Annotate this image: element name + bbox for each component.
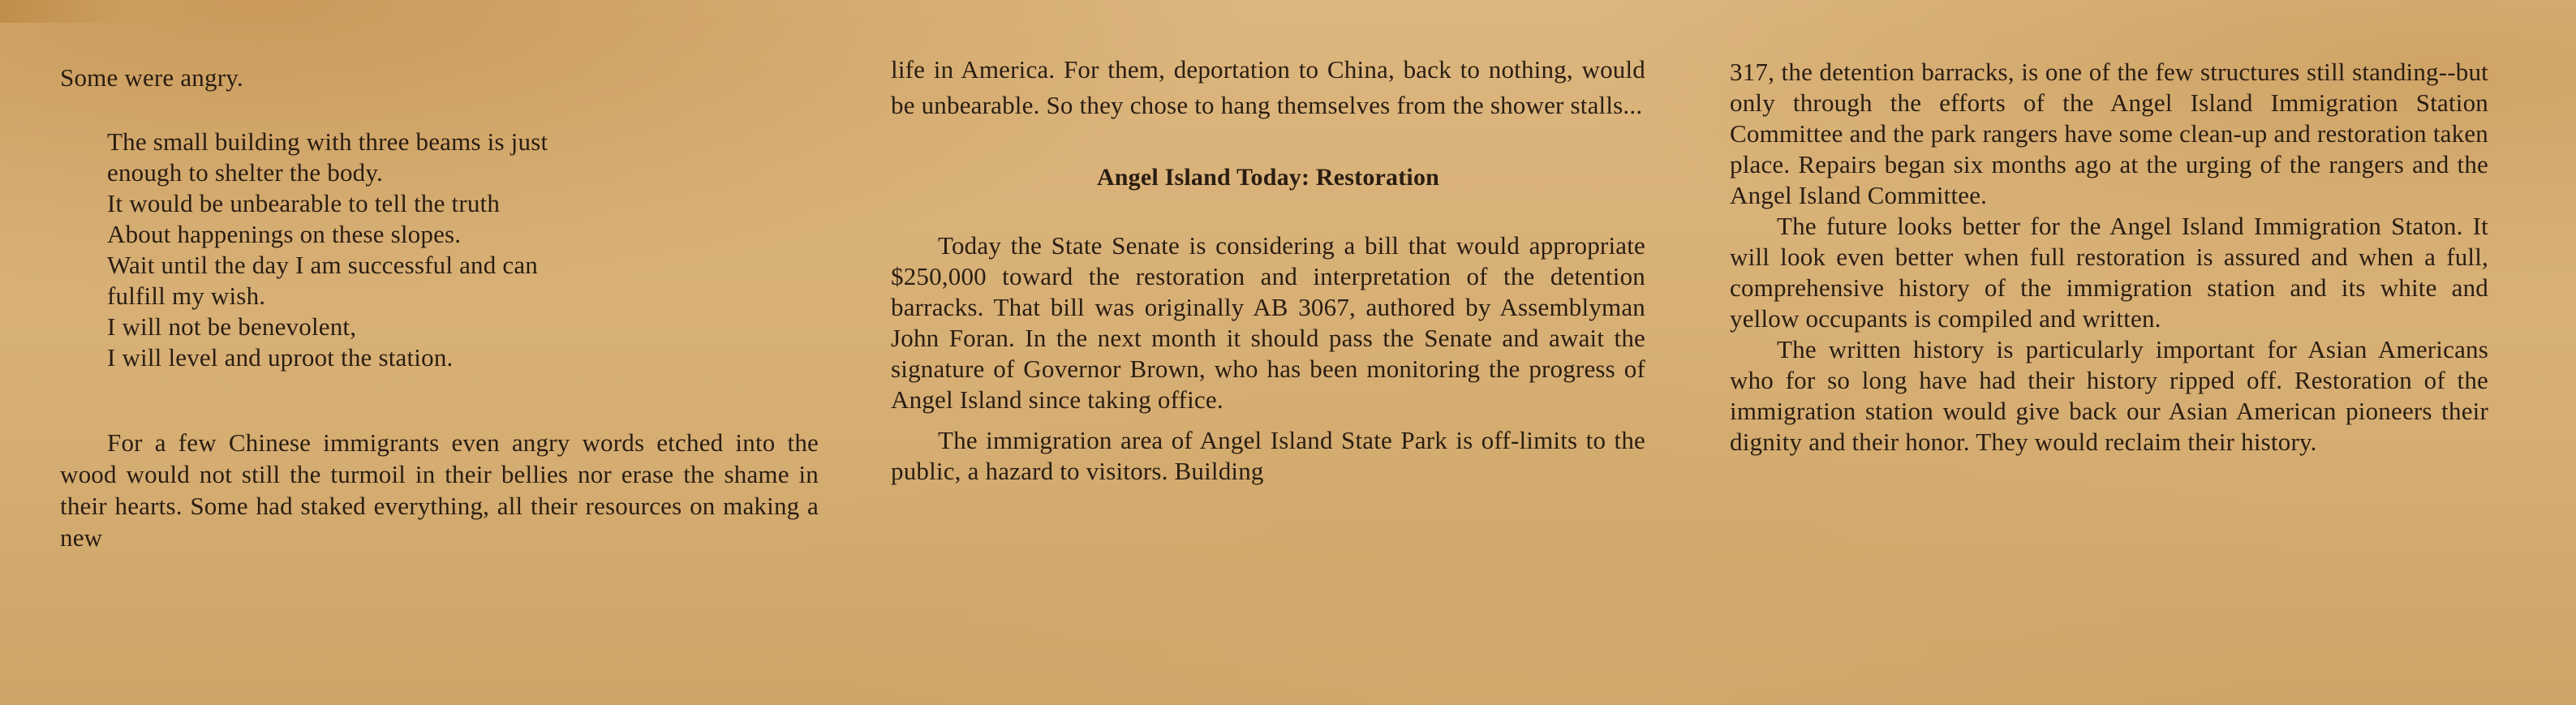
poem-line: enough to shelter the body.: [107, 158, 384, 187]
paragraph-written-history: The written history is particularly important for Asian Americans who for so long have had their history ripped off. Restoration of the immigration station would give back our Asian American pioneers their dignity and their honor. They would reclaim their history.: [1730, 335, 2488, 456]
paragraph-continued: life in America. For them, deportation to China, back to nothing, would be unbearable. So they chose to hang themselves from the shower stalls...: [891, 55, 1645, 119]
paragraph-future: The future looks better for the Angel Island Immigration Staton. It will look even better when full restoration is assured and when a full, comprehensive history of the immigration station and its white and yellow occupants is compiled and written.: [1730, 212, 2488, 333]
poem-line: fulfill my wish.: [107, 282, 266, 310]
poem: [60, 127, 819, 373]
poem-line: I will level and uproot the station.: [107, 343, 454, 372]
paragraph-immigrants: For a few Chinese immigrants even angry words etched into the wood would not still the turmoil in their bellies nor erase the shame in their hearts. Some had staked everything, all their resources on making a new: [60, 428, 819, 552]
poem-line: About happenings on these slopes.: [107, 220, 462, 248]
paragraph-senate-bill: Today the State Senate is considering a bill that would appropriate $250,000 toward the restoration and interpretation of the detention barracks. That bill was originally AB 3067, authored by Assemblyman John Foran. In the next month it should pass the Senate and await the signature of Governor Brown, who has been monitoring the progress of Angel Island since taking office.: [891, 231, 1645, 414]
intro-line: Some were angry.: [60, 63, 243, 92]
paragraph-barracks: 317, the detention barracks, is one of the few structures still standing--but only through the efforts of the Angel Island Immigration Station Committee and the park rangers have some clean-up and restoration taken place. Repairs began six months ago at the urging of the rangers and the Angel Island Committee.: [1730, 58, 2488, 209]
poem-line: Wait until the day I am successful and can: [107, 251, 539, 279]
paragraph-immigration-area: The immigration area of Angel Island State Park is off-limits to the public, a hazard to visitors. Building: [891, 426, 1645, 485]
column-3: [1730, 57, 2488, 458]
column-2: [891, 52, 1645, 487]
section-heading: Angel Island Today: Restoration: [1096, 164, 1440, 191]
poem-line: I will not be benevolent,: [107, 312, 357, 341]
poem-line: It would be unbearable to tell the truth: [107, 189, 501, 217]
torn-edge: [0, 0, 211, 23]
poem-line: The small building with three beams is just: [107, 127, 548, 156]
column-1: [60, 62, 819, 553]
